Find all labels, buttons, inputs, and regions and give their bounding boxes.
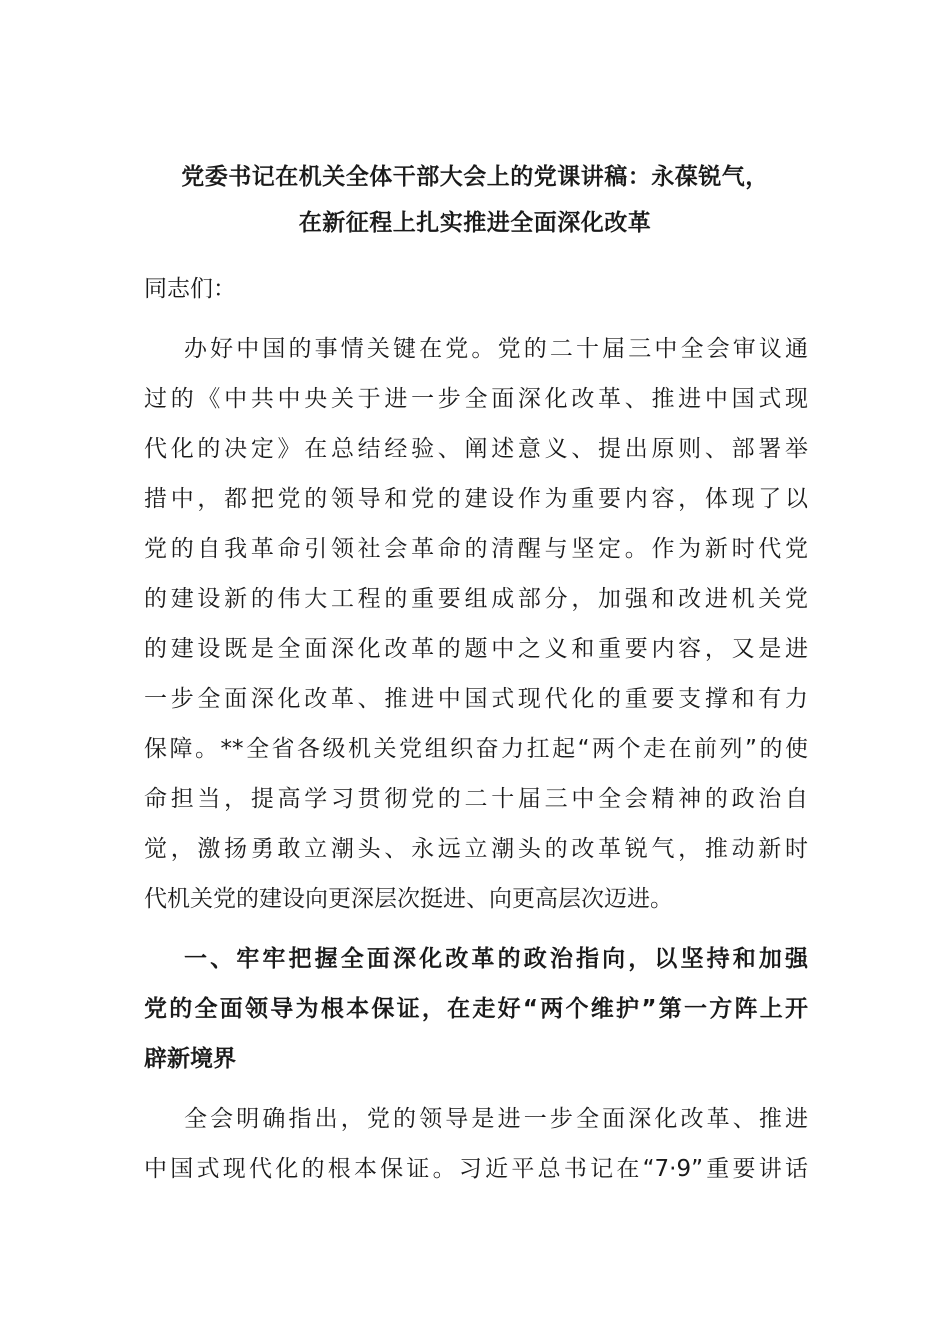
text-line: 命担当，提高学习贯彻党的二十届三中全会精神的政治自	[144, 786, 808, 812]
salutation: 同志们：	[144, 276, 236, 302]
text-line: 的建设既是全面深化改革的题中之义和重要内容，又是进	[144, 636, 808, 662]
title-line: 在新征程上扎实推进全面深化改革	[298, 210, 652, 236]
document-body	[144, 264, 808, 1204]
text-line: 代化的决定》在总结经验、阐述意义、提出原则、部署举	[144, 436, 808, 462]
text-line: 保障。**全省各级机关党组织奋力扛起“两个走在前列”的使	[144, 736, 808, 762]
title-line: 党委书记在机关全体干部大会上的党课讲稿：永葆锐气，	[181, 164, 769, 190]
heading-line: 党的全面领导为根本保证，在走好“两个维护”第一方阵上开	[144, 996, 808, 1022]
paragraph-section-1	[144, 1094, 808, 1194]
text-line: 代机关党的建设向更深层次挺进、向更高层次迈进。	[144, 886, 673, 912]
text-line: 党的自我革命引领社会革命的清醒与坚定。作为新时代党	[144, 536, 808, 562]
text-line: 过的《中共中央关于进一步全面深化改革、推进中国式现	[144, 386, 808, 412]
text-line: 全会明确指出，党的领导是进一步全面深化改革、推进	[184, 1106, 808, 1132]
text-line: 觉，激扬勇敢立潮头、永远立潮头的改革锐气，推动新时	[144, 836, 808, 862]
text-line: 中国式现代化的根本保证。习近平总书记在“7·9”重要讲话	[144, 1156, 808, 1182]
section-heading-1	[144, 934, 808, 1084]
heading-line: 辟新境界	[144, 1046, 236, 1072]
document-title	[120, 154, 830, 246]
text-line: 一步全面深化改革、推进中国式现代化的重要支撑和有力	[144, 686, 808, 712]
text-line: 措中，都把党的领导和党的建设作为重要内容，体现了以	[144, 486, 808, 512]
text-line: 的建设新的伟大工程的重要组成部分，加强和改进机关党	[144, 586, 808, 612]
paragraph-intro	[144, 324, 808, 924]
text-line: 办好中国的事情关键在党。党的二十届三中全会审议通	[184, 336, 808, 362]
heading-line: 一、牢牢把握全面深化改革的政治指向，以坚持和加强	[184, 946, 808, 972]
